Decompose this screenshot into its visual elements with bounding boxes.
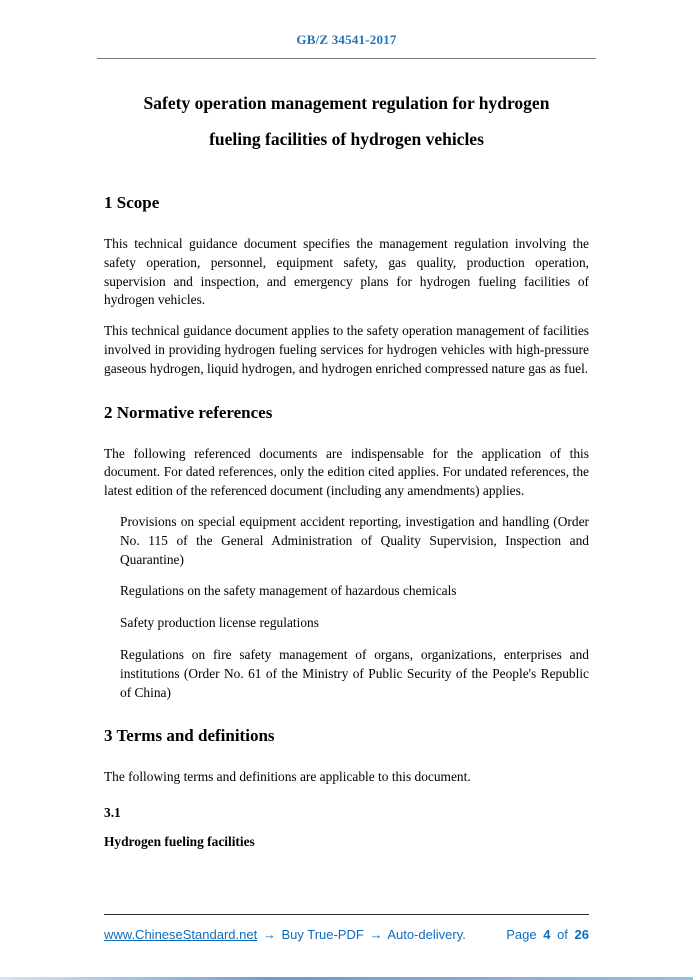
document-title-line2: fueling facilities of hydrogen vehicles [209, 129, 484, 149]
doc-number: GB/Z 34541-2017 [296, 32, 397, 47]
reference-item: Provisions on special equipment accident reporting, investigation and handling (Order No. 115 of the General Administration of Quality Supervision, Inspection and Quarantine) [120, 513, 589, 567]
reference-item: Regulations on fire safety management of organs, organizations, enterprises and institutions (Order No. 61 of the Ministry of Public Security of the People's Republic of China) [120, 646, 589, 700]
arrow-icon: → [262, 927, 276, 942]
site-link[interactable]: www.ChineseStandard.net [104, 927, 258, 942]
page-indicator [503, 927, 589, 942]
heading-terms-definitions: 3 Terms and definitions [104, 726, 275, 746]
reference-item: Regulations on the safety management of hazardous chemicals [120, 583, 457, 599]
auto-delivery-text: Auto-delivery. [387, 927, 466, 942]
page-header [0, 0, 693, 59]
heading-scope: 1 Scope [104, 193, 160, 212]
heading-normative-references: 2 Normative references [104, 402, 273, 422]
current-page-number: 4 [543, 927, 551, 942]
of-label: of [557, 927, 568, 942]
arrow-icon: → [369, 927, 383, 942]
buy-pdf-text: Buy True-PDF [281, 927, 364, 942]
page-label: Page [506, 927, 537, 942]
scope-paragraph-2: This technical guidance document applies to the safety operation management of facilities involved in providing hydrogen fueling services for hydrogen vehicles with high-pressure gaseous hydrogen, liquid hydrogen, and hydrogen enriched compressed nature gas as fuel. [104, 323, 589, 376]
document-body [0, 85, 693, 850]
reference-item: Safety production license regulations [120, 615, 319, 631]
normative-intro-paragraph: The following referenced documents are indispensable for the application of this document. For dated references, only the edition cited applies. For undated references, the latest edition of the referenced document (including any amendments) applies. [104, 445, 589, 499]
page-footer [0, 914, 693, 942]
total-page-count: 26 [574, 927, 589, 942]
term-name: Hydrogen fueling facilities [104, 834, 255, 850]
header-divider [97, 58, 596, 59]
terms-intro-paragraph: The following terms and definitions are applicable to this document. [104, 769, 471, 785]
footer-links [104, 927, 468, 942]
document-title [104, 85, 589, 157]
document-title-line1: Safety operation management regulation for hydrogen [143, 93, 550, 113]
term-number: 3.1 [104, 805, 121, 821]
footer-divider [104, 914, 589, 915]
scope-paragraph-1: This technical guidance document specifies the management regulation involving the safety operation, personnel, equipment safety, gas quality, production operation, supervision and inspection, and emergency plans for hydrogen fueling facilities of hydrogen vehicles. [104, 236, 589, 308]
